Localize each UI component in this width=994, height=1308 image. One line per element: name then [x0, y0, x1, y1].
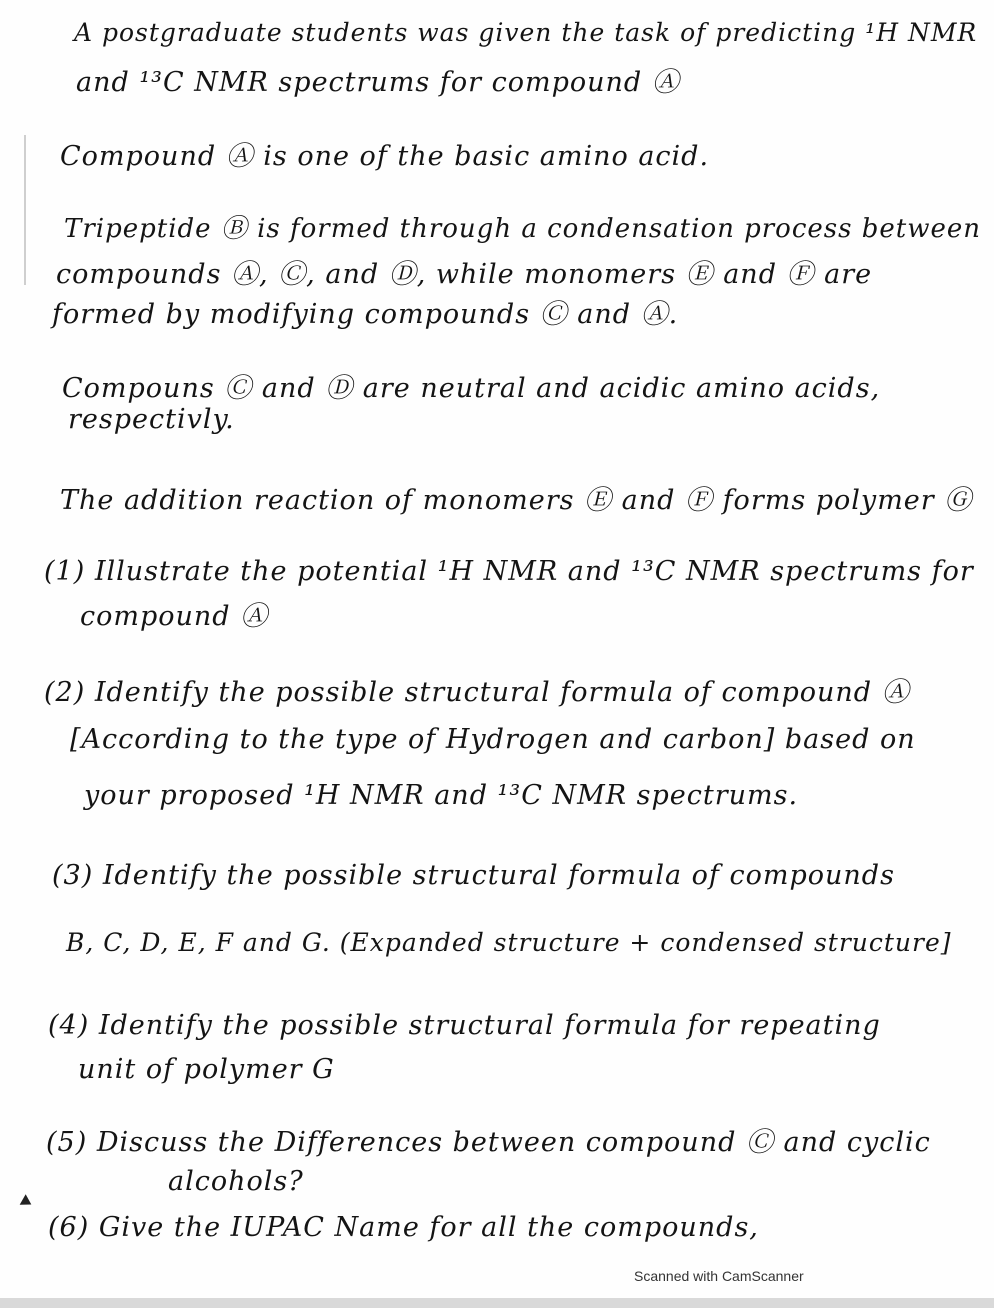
intro-line-1: A postgraduate students was given the task of predicting ¹H NMR: [74, 18, 978, 47]
question-1-line-1: (1) Illustrate the potential ¹H NMR and ¹³C NMR spectrums for: [44, 556, 974, 587]
scan-edge-line: [24, 135, 26, 285]
question-1-line-2: compound Ⓐ: [80, 601, 269, 632]
question-3-line-2: B, C, D, E, F and G. (Expanded structure + condensed structure]: [66, 928, 952, 957]
scan-edge-mark: [20, 1194, 35, 1209]
tripeptide-line-1: Tripeptide Ⓑ is formed through a condensation process between: [64, 214, 981, 244]
question-2-line-1: (2) Identify the possible structural formula of compound Ⓐ: [44, 677, 910, 708]
question-3-line-1: (3) Identify the possible structural formula of compounds: [52, 860, 895, 891]
tripeptide-line-2: compounds Ⓐ, Ⓒ, and Ⓓ, while monomers Ⓔ and Ⓕ are: [56, 259, 873, 290]
question-2-line-3: your proposed ¹H NMR and ¹³C NMR spectrums.: [84, 780, 799, 811]
compounds-cd-line-2: respectivly.: [68, 404, 235, 435]
question-2-line-2: [According to the type of Hydrogen and carbon] based on: [70, 724, 916, 755]
compound-a-statement: Compound Ⓐ is one of the basic amino acid.: [60, 141, 710, 172]
question-4-line-1: (4) Identify the possible structural formula for repeating: [48, 1010, 881, 1041]
compounds-cd-line-1: Compouns Ⓒ and Ⓓ are neutral and acidic amino acids,: [62, 373, 881, 404]
question-4-line-2: unit of polymer G: [78, 1054, 335, 1085]
addition-reaction-statement: The addition reaction of monomers Ⓔ and Ⓕ forms polymer Ⓖ: [60, 485, 973, 516]
question-5-line-2: alcohols?: [168, 1166, 304, 1197]
bottom-scan-border: [0, 1298, 994, 1308]
intro-line-2: and ¹³C NMR spectrums for compound Ⓐ: [76, 67, 680, 98]
question-5-line-1: (5) Discuss the Differences between compound Ⓒ and cyclic: [46, 1127, 931, 1158]
question-6-line-1: (6) Give the IUPAC Name for all the compounds,: [48, 1212, 759, 1243]
tripeptide-line-3: formed by modifying compounds Ⓒ and Ⓐ.: [52, 299, 679, 330]
scanner-watermark: Scanned with CamScanner: [634, 1268, 804, 1284]
